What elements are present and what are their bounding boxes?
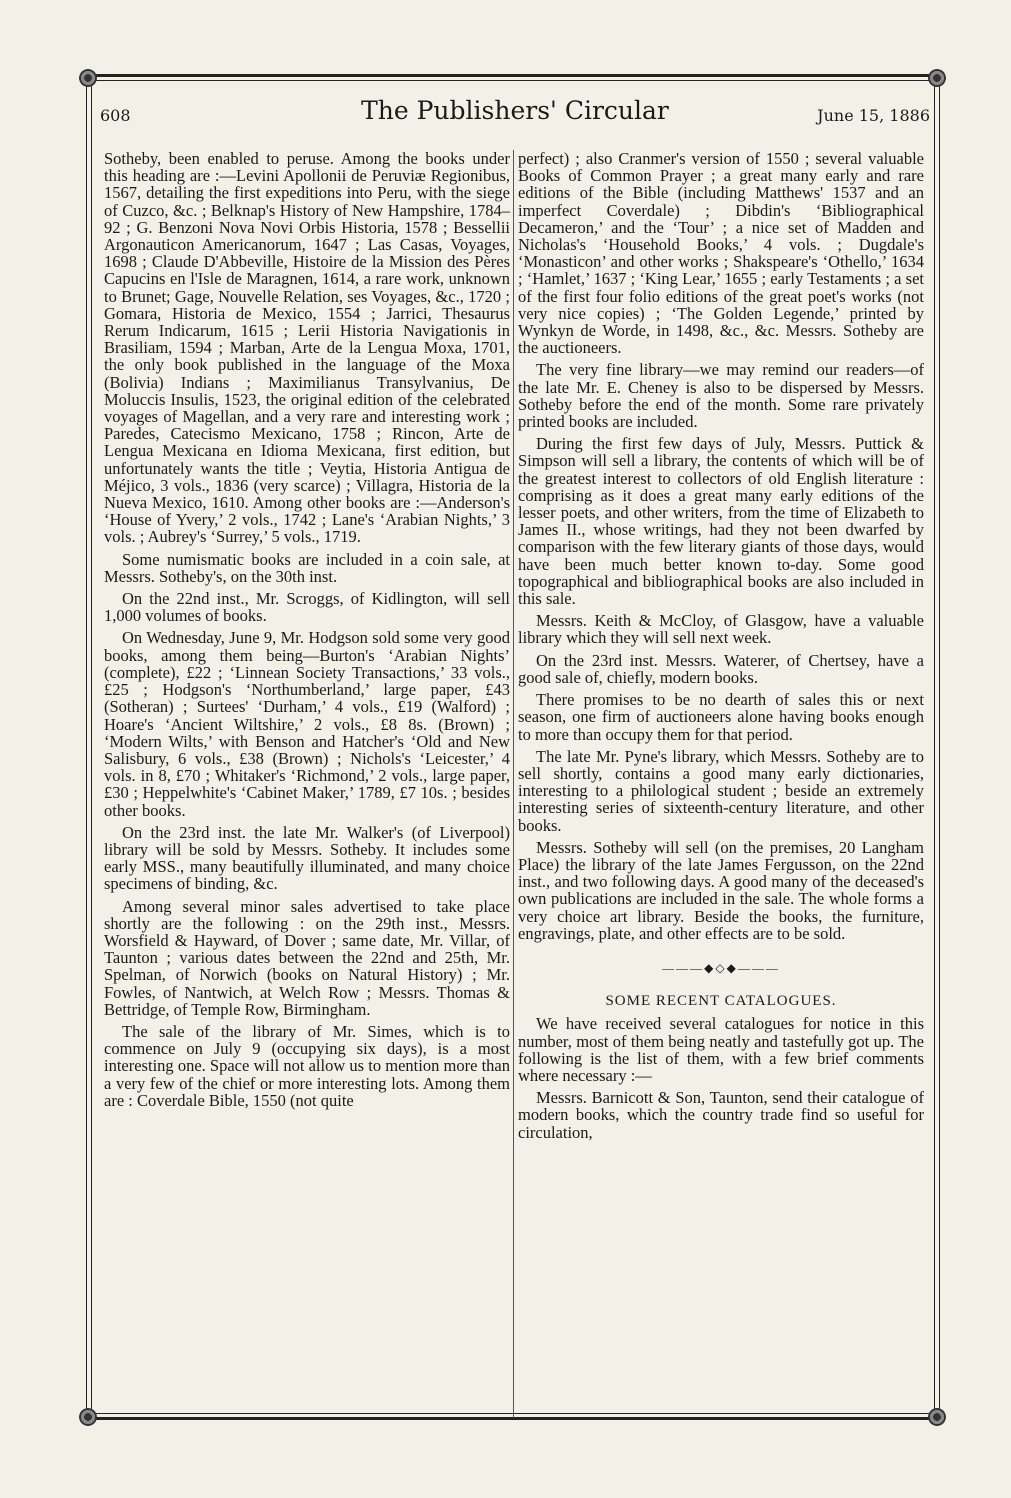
paragraph: There promises to be no dearth of sales this or next season, one firm of auctioneers alone having books enough to more than occupy them for that period.: [518, 690, 924, 744]
corner-ornament-icon: [928, 69, 946, 87]
paragraph: Among several minor sales advertised to take place shortly are the following : on the 29th inst., Messrs. Worsfield & Hayward, of Dover ; same date, Mr. Villar, of Taunton ; various dates between the 22nd and 25th, Mr. Spelman, of Norwich (books on Natural History) ; Mr. Fowles, of Nantwich, at Welch Row ; Messrs. Thomas & Bettridge, of Temple Row, Birmingham.: [104, 896, 510, 1019]
top-rule-thick: [86, 74, 938, 77]
top-rule-thin: [86, 80, 938, 81]
paragraph: Sotheby, been enabled to peruse. Among the books under this heading are :—Levini Apollonii de Peruviæ Regionibus, 1567, detailing the first expeditions into Peru, with the siege of Cuzco, &c. ; Belknap's History of New Hampshire, 1784–92 ; G. Benzoni Nova Novi Orbis Historia, 1578 ; Bessellii Argonauticon Americanorum, 1647 ; Las Casas, Voyages, 1698 ; Claude D'Abbeville, Histoire de la Mission des Pères Capucins en l'Isle de Maragnen, 1614, a rare work, unknown to Brunet; Gage, Nouvelle Relation, ses Voyages, &c., 1720 ; Gomara, Historia de Mexico, 1554 ; Jarrici, Thesaurus Rerum Indicarum, 1615 ; Lerii Historia Navigationis in Brasiliam, 1594 ; Marban, Arte de la Lengua Moxa, 1701, the only book published in the language of the Moxa (Bolivia) Indians ; Maximilianus Transylvanius, De Moluccis Insulis, 1523, the original edition of the celebrated voyages of Magellan, and a very rare and interesting work ; Paredes, Catecismo Mexicano, 1758 ; Rincon, Arte de Lengua Mexicana en Idioma Mexicana, first edition, but unfortunately wants the title ; Veytia, Historia Antigua de Méjico, 3 vols., 1836 (very scarce) ; Villagra, Historia de la Nueva Mexico, 1610. Among other books are :—Anderson's ‘House of Yvery,’ 2 vols., 1742 ; Lane's ‘Arabian Nights,’ 3 vols. ; Aubrey's ‘Surrey,’ 5 vols., 1719.: [104, 149, 510, 547]
paragraph: Messrs. Barnicott & Son, Taunton, send their catalogue of modern books, which the country trade find so useful for circulation,: [518, 1088, 924, 1142]
section-divider-ornament: ———◆◇◆———: [662, 960, 780, 975]
paragraph: The sale of the library of Mr. Simes, which is to commence on July 9 (occupying six days), is a most interesting one. Space will not allow us to mention more than a very few of the chief or more interesting lots. Among them are : Coverdale Bible, 1550 (not quite: [104, 1021, 510, 1110]
paragraph: During the first few days of July, Messrs. Puttick & Simpson will sell a library, the contents of which will be of the greatest interest to collectors of old English literature : comprising as it does a great many early editions of the lesser poets, and other writers, from the time of Elizabeth to James II., whose writings, had they not been dwarfed by comparison with the few literary giants of those days, would have been much better known to-day. Some good topographical and bibliographical books are also included in this sale.: [518, 434, 924, 609]
paragraph: Messrs. Keith & McCloy, of Glasgow, have a valuable library which they will sell next week.: [518, 611, 924, 648]
bottom-rule-thin: [86, 1413, 938, 1414]
paragraph: On Wednesday, June 9, Mr. Hodgson sold some very good books, among them being—Burton's ‘Arabian Nights’ (complete), £22 ; ‘Linnean Society Transactions,’ 33 vols., £25 ; Hodgson's ‘Northumberland,’ large paper, £43 (Sotheran) ; Surtees' ‘Durham,’ 4 vols., £19 (Walford) ; Hoare's ‘Ancient Wiltshire,’ 2 vols., £8 8s. (Brown) ; ‘Modern Wilts,’ with Benson and Hatcher's ‘Old and New Salisbury, 6 vols., £38 (Brown) ; Nichols's ‘Leicester,’ 4 vols. in 8, £70 ; Whitaker's ‘Richmond,’ 2 vols., large paper, £30 ; Heppelwhite's ‘Cabinet Maker,’ 1789, £7 10s. ; besides other books.: [104, 628, 510, 820]
right-column: [518, 150, 924, 1146]
section-heading: SOME RECENT CATALOGUES.: [605, 993, 837, 1010]
right-frame-border: [934, 78, 940, 1418]
paragraph: We have received several catalogues for notice in this number, most of them being neatly and tastefully got up. The following is the list of them, with a few brief comments where necessary :—: [518, 1014, 924, 1085]
page-number: 608: [100, 106, 131, 125]
paragraph: On the 23rd inst. the late Mr. Walker's (of Liverpool) library will be sold by Messrs. Sotheby. It includes some early MSS., many beautifully illuminated, and many choice specimens of binding, &c.: [104, 822, 510, 894]
paragraph: On the 22nd inst., Mr. Scroggs, of Kidlington, will sell 1,000 volumes of books.: [104, 589, 510, 626]
page-header: [100, 96, 930, 132]
left-frame-border: [86, 78, 92, 1418]
publication-title: The Publishers' Circular: [361, 96, 669, 125]
paragraph: Some numismatic books are included in a coin sale, at Messrs. Sotheby's, on the 30th inst.: [104, 549, 510, 586]
issue-date: June 15, 1886: [817, 106, 930, 125]
paragraph: Messrs. Sotheby will sell (on the premises, 20 Langham Place) the library of the late James Fergusson, on the 22nd inst., and two following days. A good many of the deceased's own publications are included in the sale. The whole forms a very choice art library. Beside the books, the furniture, engravings, plate, and other effects are to be sold.: [518, 837, 924, 943]
paragraph: On the 23rd inst. Messrs. Waterer, of Chertsey, have a good sale of, chiefly, modern books.: [518, 650, 924, 687]
paragraph: The very fine library—we may remind our readers—of the late Mr. E. Cheney is also to be dispersed by Messrs. Sotheby before the end of the month. Some rare privately printed books are included.: [518, 360, 924, 432]
column-divider: [513, 150, 514, 1418]
corner-ornament-icon: [79, 69, 97, 87]
paragraph: The late Mr. Pyne's library, which Messrs. Sotheby are to sell shortly, contains a good many early dictionaries, interesting to a philological student ; beside an extremely interesting series of sixteenth-century literature, and other books.: [518, 746, 924, 835]
corner-ornament-icon: [79, 1408, 97, 1426]
bottom-rule-thick: [86, 1417, 938, 1420]
left-column: [104, 150, 510, 1114]
corner-ornament-icon: [928, 1408, 946, 1426]
paragraph: perfect) ; also Cranmer's version of 1550 ; several valuable Books of Common Prayer ; a great many early and rare editions of the Bible (including Matthews' 1537 and an imperfect Coverdale) ; Dibdin's ‘Bibliographical Decameron,’ and the ‘Tour’ ; a nice set of Madden and Nicholas's ‘Household Books,’ 4 vols. ; Dugdale's ‘Monasticon’ and other works ; Shakspeare's ‘Othello,’ 1634 ; ‘Hamlet,’ 1637 ; ‘King Lear,’ 1655 ; early Testaments ; a set of the first four folio editions of the great poet's works (not very nice copies) ; ‘The Golden Legende,’ printed by Wynkyn de Worde, in 1498, &c., &c. Messrs. Sotheby are the auctioneers.: [518, 149, 924, 358]
